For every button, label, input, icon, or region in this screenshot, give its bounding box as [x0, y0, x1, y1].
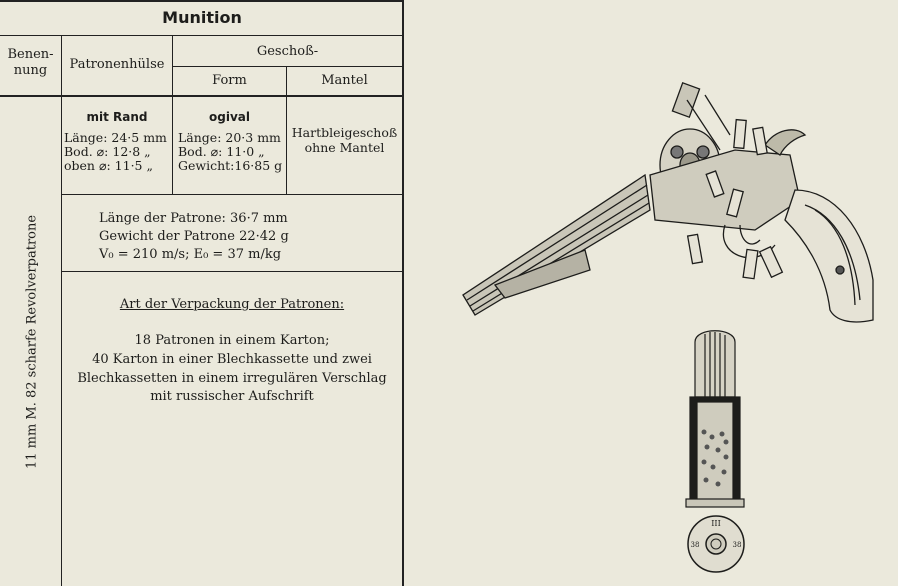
huelse-laenge: Länge: 24·5 mm: [64, 130, 167, 145]
verpackung-line4: mit russischer Aufschrift: [150, 389, 314, 404]
form-heading: ogival: [209, 110, 250, 124]
patrone-gewicht: Gewicht der Patrone 22·42 g: [99, 229, 289, 244]
header-form: Form: [212, 73, 247, 88]
verpackung-line3: Blechkassetten in einem irregulären Verschlag: [77, 371, 387, 386]
huelse-oben: oben ⌀: 11·5 „: [64, 158, 153, 173]
form-bod: Bod. ⌀: 11·0 „: [178, 144, 265, 159]
header-benennung: Benen- nung: [7, 47, 54, 78]
huelse-bod: Bod. ⌀: 12·8 „: [64, 144, 151, 159]
mantel-line1: Hartbleigeschoß: [291, 125, 398, 140]
verpackung-line2: 40 Karton in einer Blechkassette und zwei: [92, 352, 372, 367]
patrone-laenge: Länge der Patrone: 36·7 mm: [99, 211, 288, 226]
verpackung-line1: 18 Patronen in einem Karton;: [134, 333, 330, 348]
revolver-illustration: [455, 80, 885, 330]
base-mark-top: III: [711, 519, 721, 528]
rule-under-patrone: [62, 271, 402, 272]
row-label-vertical: 11 mm M. 82 scharfe Revolverpatrone: [24, 214, 40, 470]
munition-table: [0, 0, 404, 586]
cartridge-base-illustration: [684, 512, 748, 576]
header-mantel: Mantel: [321, 73, 368, 88]
verpackung-heading: Art der Verpackung der Patronen:: [119, 297, 345, 312]
rule-under-geschoss: [172, 66, 402, 67]
table-title: Munition: [162, 8, 242, 27]
header-geschoss: Geschoß-: [256, 44, 319, 59]
form-gewicht: Gewicht:16·85 g: [178, 158, 283, 173]
header-patronenhuelse: Patronenhülse: [69, 57, 165, 72]
huelse-heading: mit Rand: [86, 110, 148, 124]
mantel-line2: ohne Mantel: [304, 140, 385, 155]
base-mark-left: 38: [690, 541, 700, 549]
rule-under-specs: [62, 194, 402, 195]
base-mark-right: 38: [732, 541, 742, 549]
cartridge-section-illustration: [680, 322, 750, 512]
form-laenge: Länge: 20·3 mm: [178, 130, 281, 145]
patrone-v-e: V₀ = 210 m/s; E₀ = 37 m/kg: [99, 247, 282, 262]
